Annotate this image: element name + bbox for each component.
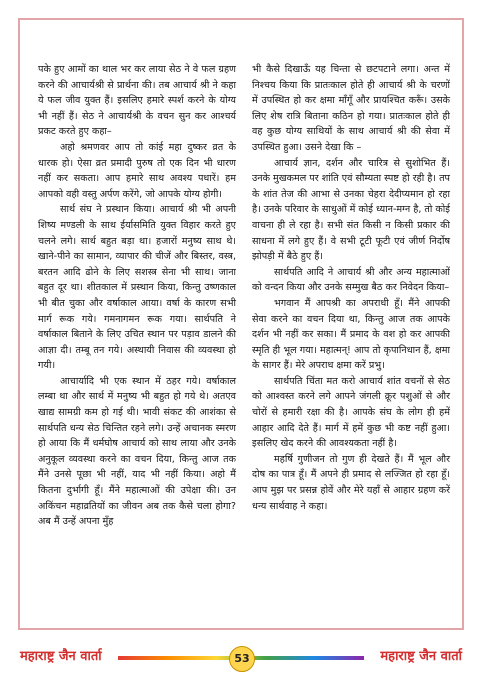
paragraph: सार्थ संघ ने प्रस्थान किया। आचार्य श्री भी अपनी शिष्य मण्डली के साथ ईर्यासमिति युक्त विहार करते हुए चलने लगे। सार्थ बहुत बड़ा था। हजारों मनुष्य साथ थे। खाने-पीने का सामान, व्यापार की चीजें और बिस्तर, वस्त्र, बरतन आदि ढोने के लिए सशस्त्र सेना भी साथ। जाना बहुत दूर था। शीतकाल में प्रस्थान किया, किन्तु उष्णकाल भी बीत चुका और वर्षाकाल आया। वर्षा के कारण सभी मार्ग रूक गये। गमनागमन रूक गया। सार्थपति ने वर्षाकाल बिताने के लिए उचित स्थान पर पड़ाव डालने की आज्ञा दी। तम्बू तन गये। अस्थायी निवास की व्यवस्था हो गयी।	[38, 204, 236, 372]
paragraph: पके हुए आमों का थाल भर कर लाया सेठ ने वे फल ग्रहण करने की आचार्यश्री से प्रार्थना की। तब आचार्य श्री ने कहा ये फल जीव युक्त हैं। इसलिए हमारे स्पर्श करने के योग्य भी नहीं हैं। सेठ ने आचार्यश्री के वचन सुन कर आश्चर्य प्रकट करते हुए कहा–	[38, 64, 236, 138]
paragraph: आचार्य ज्ञान, दर्शन और चारित्र से सुशोभित हैं। उनके मुखकमल पर शांति एवं सौम्यता स्पष्ट हो रही है। तप के शांत तेज की आभा से उनका चेहरा देदीप्यमान हो रहा है। उनके परिवार के साधुओं में कोई ध्यान-मग्न है, तो कोई वाचना ही ले रहा है। सभी संत किसी न किसी प्रकार की साधना में लगे हुए हैं। वे सभी टूटी फूटी एवं जीर्ण निर्दोष झोपड़ी में बैठे हुए हैं।	[252, 157, 450, 263]
paragraph: सार्थपति आदि ने आचार्य श्री और अन्य महात्माओं को वन्दन किया और उनके सम्मुख बैठ कर निवेदन किया–	[252, 266, 450, 294]
paragraph: महर्षि गुणीजन तो गुण ही देखते हैं। मैं भूल और दोष का पात्र हूँ। मैं अपने ही प्रमाद से लज्जित हो रहा हूँ। आप मुझ पर प्रसन्न होवें और मेरे यहाँ से आहार ग्रहण करें धन्य सार्थवाह ने कहा।	[252, 453, 450, 512]
paragraph: भी कैसे दिखाऊँ यह चिन्ता से छटपटाने लगा। अन्त में निश्चय किया कि प्रातःकाल होते ही आचार्य श्री के चरणों में उपस्थित हो कर क्षमा माँगूँ और प्रायश्चित करूँ। उसके लिए शेष रात्रि बिताना कठिन हो गया। प्रातःकाल होते ही वह कुछ योग्य साथियों के साथ आचार्य श्री की सेवा में उपस्थित हुआ। उसने देखा कि –	[252, 64, 450, 153]
page-footer	[0, 644, 482, 674]
paragraph: भगवान मैं आपश्री का अपराधी हूँ। मैंने आपकी सेवा करने का वचन दिया था, किन्तु आज तक आपके दर्शन भी नहीं कर सका। मैं प्रमाद के वश हो कर आपकी स्मृति ही भूल गया। महात्मन्! आप तो कृपानिधान हैं, क्षमा के सागर हैं। मेरे अपराध क्षमा करें प्रभु।	[252, 297, 450, 372]
paragraph: अहो श्रमणवर आप तो कांई महा दुष्कर व्रत के धारक हो। ऐसा व्रत प्रमादी पुरुष तो एक दिन भी धारण नहीं कर सकता। आप हमारे साथ अवश्य पधारें। हम आपको वही वस्तु अर्पण करेंगे, जो आपके योग्य होगी।	[38, 141, 236, 200]
footer-brand-left: महाराष्ट्र जैन वार्ता	[20, 649, 102, 664]
left-column	[38, 62, 236, 530]
page-number: 53	[229, 646, 255, 672]
paragraph: सार्थपति चिंता मत करो आचार्य शांत वचनों से सेठ को आश्वस्त करने लगे आपने जंगली क्रूर पशुओं से और चोरों से हमारी रक्षा की है। आपके संघ के लोग ही हमें आहार आदि देते हैं। मार्ग में हमें कुछ भी कष्ट नहीं हुआ। इसलिए खेद करने की आवश्यकता नहीं है।	[252, 375, 450, 450]
footer-brand-right: महाराष्ट्र जैन वार्ता	[380, 649, 462, 664]
paragraph: आचार्यादि भी एक स्थान में ठहर गये। वर्षाकाल लम्बा था और सार्थ में मनुष्य भी बहुत हो गये थे। अतएव खाद्य सामग्री कम हो गई थी। भावी संकट की आशंका से सार्थपति धन्य सेठ चिन्तित रहने लगे। उन्हें अचानक स्मरण हो आया कि मैं धर्मघोष आचार्य को साथ लाया और उनके अनुकूल व्यवस्था करने का वचन दिया, किन्तु आज तक मैंने उनसे पूछा भी नहीं, याद भी नहीं किया। अहो मैं कितना दुर्भागी हूँ। मैंने महात्माओं की उपेक्षा की। उन अकिंचन महाव्रतियों का जीवन अब तक कैसे चला होगा? अब मैं उन्हें अपना मुँह	[38, 375, 236, 528]
right-column	[252, 62, 450, 514]
